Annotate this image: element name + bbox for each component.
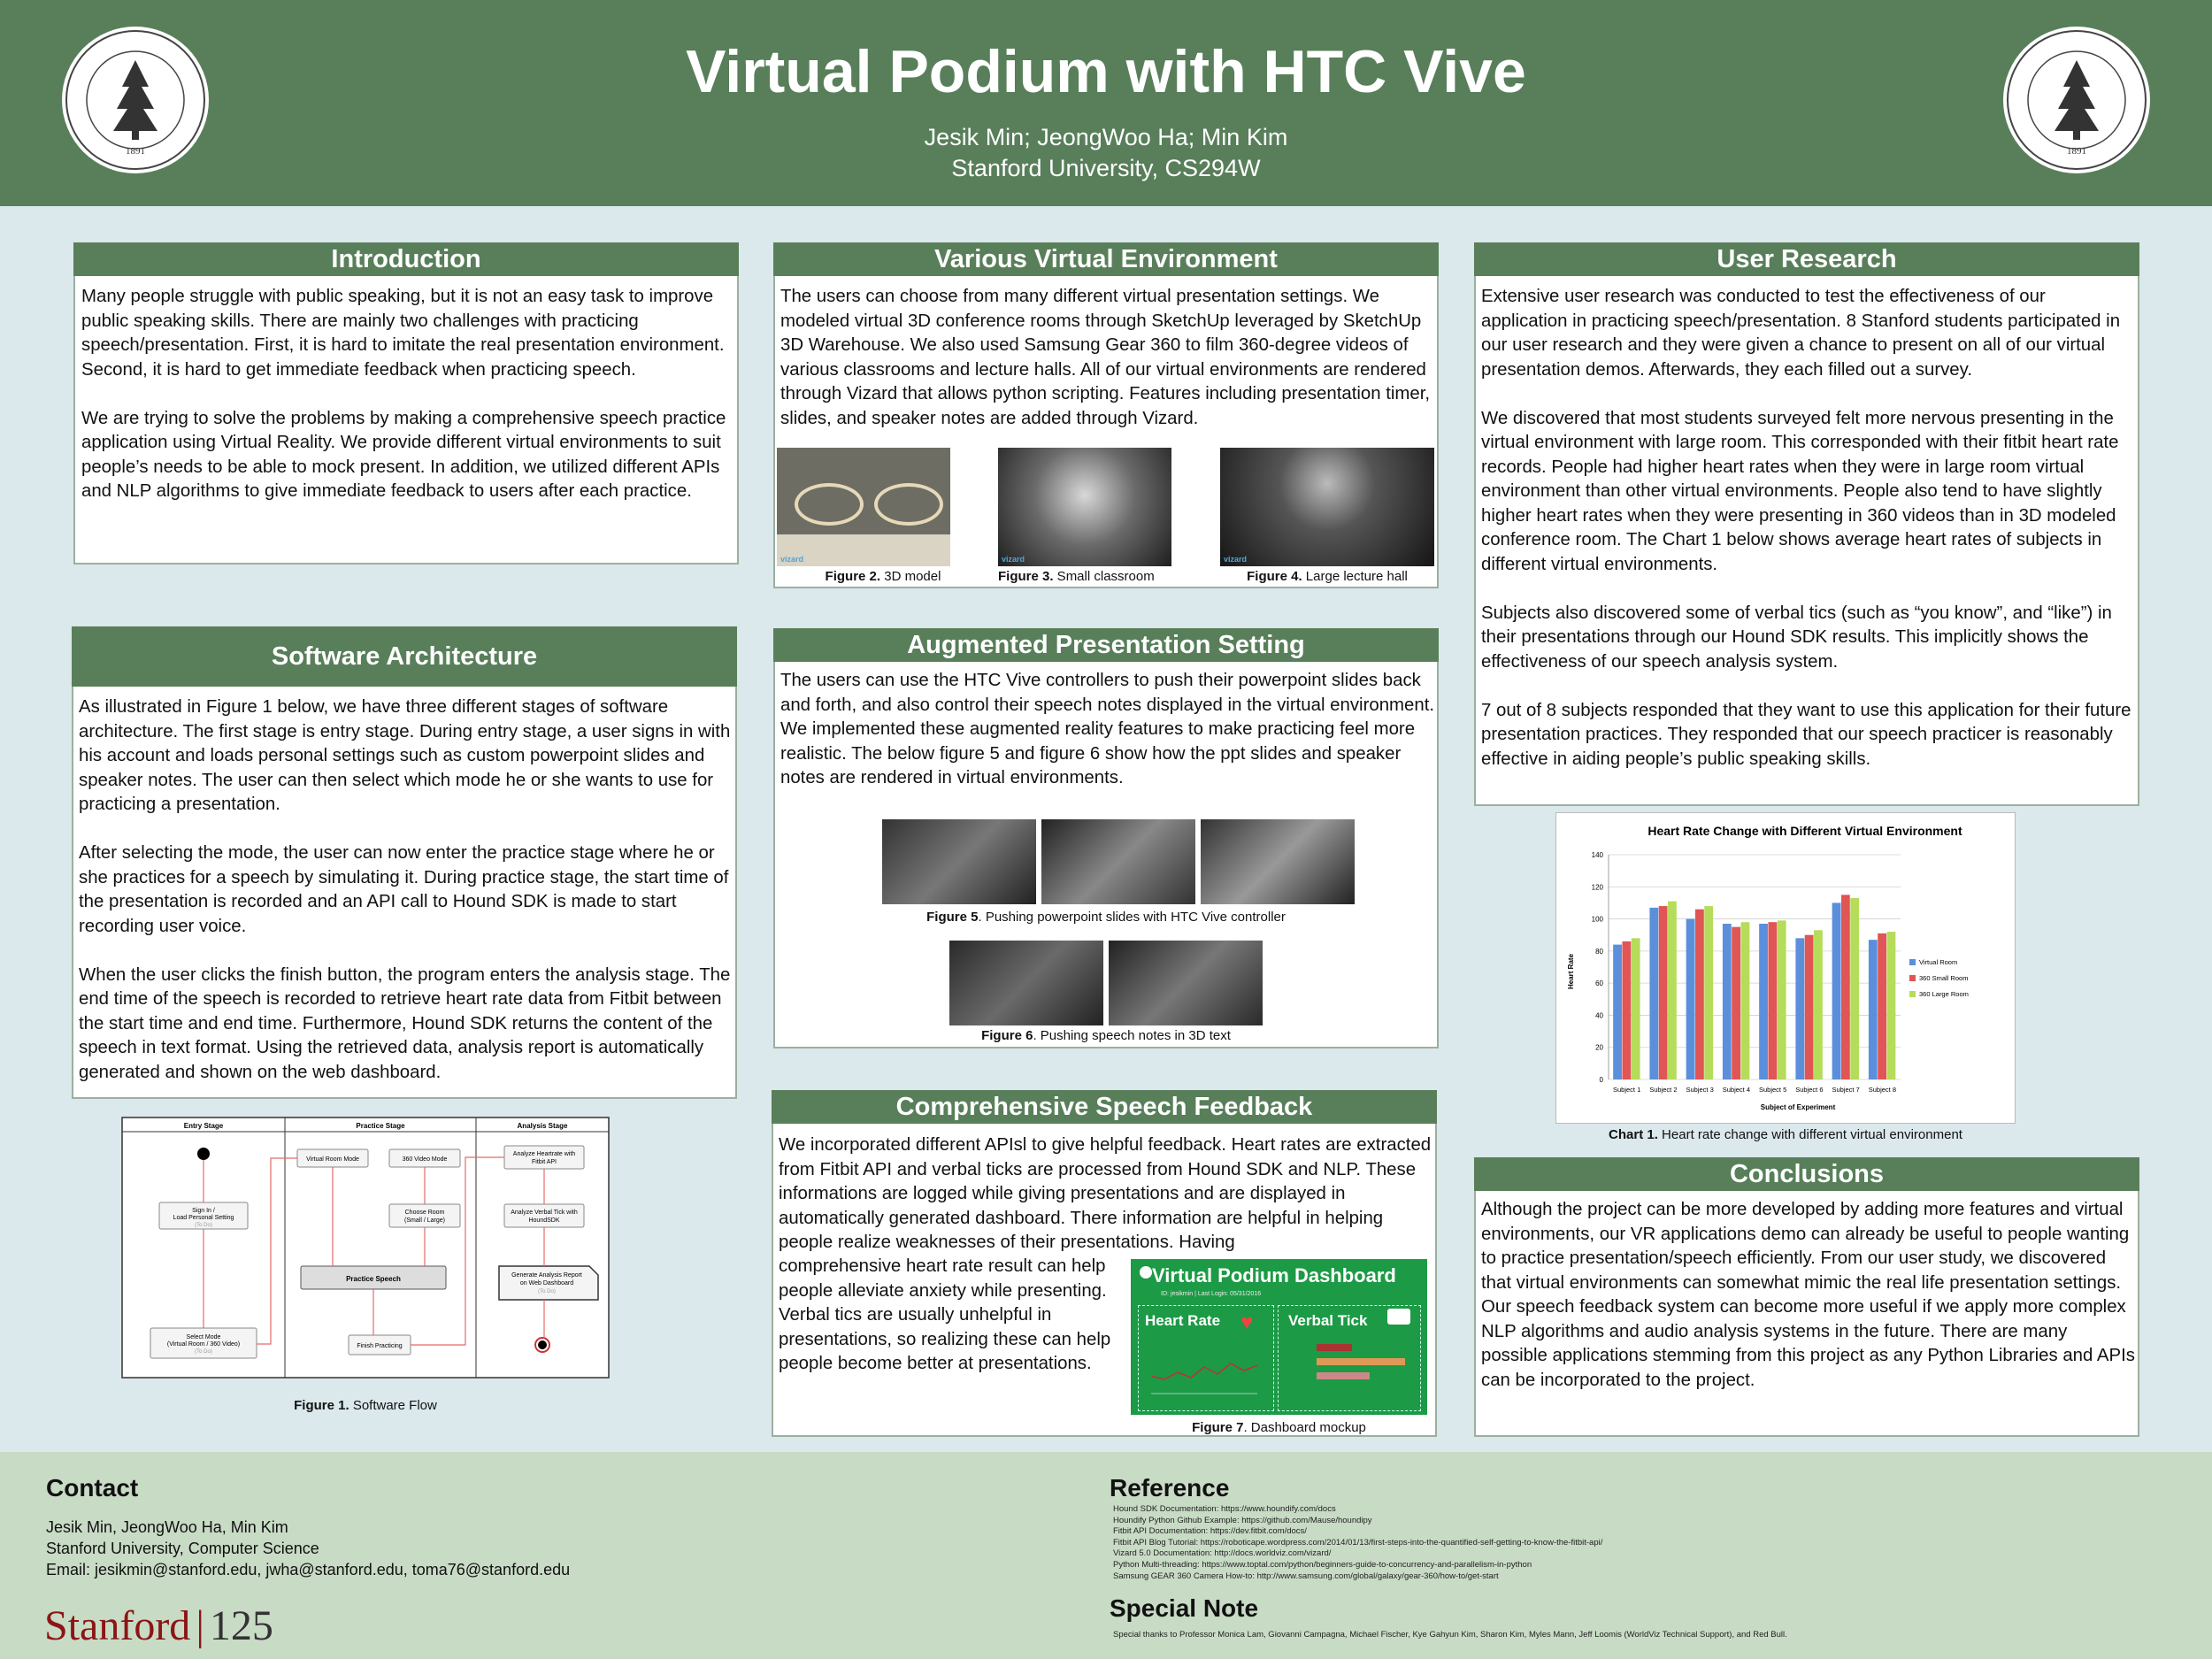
svg-text:(To Do): (To Do) xyxy=(195,1223,212,1228)
software-flow-diagram xyxy=(120,1116,611,1379)
figure-2-caption: Figure 2. 3D model xyxy=(825,569,941,584)
chart-bar xyxy=(1887,932,1896,1079)
augmented-setting-text xyxy=(780,669,1435,815)
stanford-wordmark: Stanford xyxy=(44,1602,191,1649)
chart-bar xyxy=(1613,945,1622,1079)
dashboard-login-info: ID: jesikmin | Last Login: 05/31/2016 xyxy=(1161,1291,1262,1297)
figure-6-caption: Figure 6. Pushing speech notes in 3D text xyxy=(981,1028,1231,1043)
augmented-paragraph: The users can use the HTC Vive controllers to push their powerpoint slides back and forth, and also control their speech notes displayed in the virtual environment. We implemented these augmented reality features to make practicing feel more realistic. The below figure 5 and figure 6 show how the ppt slides and speaker notes are rendered in virtual environments. xyxy=(780,671,1435,787)
chart-bar xyxy=(1832,902,1841,1079)
reference-item[interactable]: Python Multi-threading: https://www.toptal.com/python/beginners-guide-to-concurrency-and-parallelism-in-python xyxy=(1113,1559,1532,1570)
various-environment-heading: Various Virtual Environment xyxy=(773,242,1439,276)
conclusions-text xyxy=(1481,1198,2136,1393)
speech-feedback-heading: Comprehensive Speech Feedback xyxy=(772,1090,1437,1124)
introduction-paragraph: Many people struggle with public speaking, but it is not an easy task to improve public speaking skills. There are mainly two challenges with practicing speech/presentation. First, it is hard to imitate the real presentation environment. Second, it is hard to get immediate feedback when practicing speech. xyxy=(81,287,725,380)
figure-5-image-c xyxy=(1201,819,1355,904)
svg-text:(Small / Large): (Small / Large) xyxy=(404,1217,445,1224)
svg-text:360 Video Mode: 360 Video Mode xyxy=(402,1156,448,1163)
feedback-paragraph: We incorporated different APIsl to give helpful feedback. Heart rates are extracted from Fitbit API and verbal ticks are processed from Hound SDK and NLP. These informations are logged while giving presentations and are displayed in automatically generated dashboard. There information are helpful in helping people realize weaknesses of their presentations. Having xyxy=(779,1135,1432,1252)
software-paragraph: As illustrated in Figure 1 below, we have three different stages of software architecture. The first stage is entry stage. During entry stage, a user signs in with his account and loads personal settings such as custom powerpoint slides and speaker notes. The user can then select which mode he or she wants to use for practicing a presentation. xyxy=(79,697,731,814)
chart-x-tick: Subject 6 xyxy=(1795,1086,1824,1094)
figure-3-image xyxy=(998,448,1171,566)
chart-y-tick: 120 xyxy=(1591,883,1603,892)
svg-text:(Virtual Room / 360 Video): (Virtual Room / 360 Video) xyxy=(166,1341,241,1348)
dashboard-mockup xyxy=(1129,1257,1429,1417)
reference-item[interactable]: Fitbit API Blog Tutorial: https://roboticape.wordpress.com/2014/01/13/first-steps-into-the-quantified-self-getting-to-know-the-fitbit-api/ xyxy=(1113,1537,1603,1548)
speech-feedback-text xyxy=(779,1133,1433,1256)
reference-item[interactable]: Fitbit API Documentation: https://dev.fitbit.com/docs/ xyxy=(1113,1526,1307,1537)
chart-x-tick: Subject 2 xyxy=(1649,1086,1678,1094)
figure-4-caption: Figure 4. Large lecture hall xyxy=(1247,569,1408,584)
contact-heading: Contact xyxy=(46,1474,139,1502)
chart-bar xyxy=(1741,922,1750,1079)
figure-4-image xyxy=(1220,448,1434,566)
conclusions-heading: Conclusions xyxy=(1474,1157,2139,1191)
figure-5-image-a xyxy=(882,819,1036,904)
figure-5-caption: Figure 5. Pushing powerpoint slides with HTC Vive controller xyxy=(926,910,1286,925)
chart-bar xyxy=(1814,930,1823,1079)
chart-bar xyxy=(1732,927,1740,1079)
svg-text:Analyze Heartrate with: Analyze Heartrate with xyxy=(512,1151,576,1157)
various-environment-text xyxy=(780,285,1435,456)
dashboard-verbal-tick-label: Verbal Tick xyxy=(1288,1312,1368,1329)
software-paragraph: When the user clicks the finish button, the program enters the analysis stage. The end time of the speech is recorded to retrieve heart rate data from Fitbit between the start time and end time. Furthermore, Hound SDK returns the content of the speech in text format. Using the retrieved data, analysis report is automatically generated and shown on the web dashboard. xyxy=(79,964,731,1082)
svg-text:on Web Dashboard: on Web Dashboard xyxy=(519,1280,574,1286)
chart-bar xyxy=(1723,924,1732,1079)
chart-bar xyxy=(1659,906,1668,1079)
svg-text:Analysis Stage: Analysis Stage xyxy=(517,1122,568,1130)
software-architecture-heading: Software Architecture xyxy=(72,626,737,687)
dashboard-heart-chart xyxy=(1147,1340,1262,1399)
chart-y-tick: 60 xyxy=(1595,979,1603,988)
chart-legend-swatch xyxy=(1909,959,1916,965)
software-architecture-text xyxy=(79,695,733,1110)
reference-item[interactable]: Vizard 5.0 Documentation: http://docs.worldviz.com/vizard/ xyxy=(1113,1548,1332,1559)
svg-text:Select Mode: Select Mode xyxy=(186,1334,221,1340)
svg-text:Analyze Verbal Tick with: Analyze Verbal Tick with xyxy=(511,1210,578,1216)
special-note-heading: Special Note xyxy=(1110,1594,1259,1622)
chart-x-tick: Subject 7 xyxy=(1832,1086,1860,1094)
vizard-logo: vizard xyxy=(1002,555,1025,564)
chart-x-tick: Subject 5 xyxy=(1758,1086,1787,1094)
chart-y-tick: 20 xyxy=(1595,1043,1603,1052)
heart-rate-chart xyxy=(1555,812,2016,1124)
svg-text:Fitbit API: Fitbit API xyxy=(531,1159,557,1165)
introduction-paragraph: We are trying to solve the problems by making a comprehensive speech practice application using Virtual Reality. We provide different virtual environments to suit people’s needs to be able to mock present. In addition, we utilized different APIs and NLP algorithms to give immediate feedback to users after each practice. xyxy=(81,408,726,501)
research-paragraph: Extensive user research was conducted to test the effectiveness of our application in practicing speech/presentation. 8 Stanford students participated in our user research and they were given a chance to present on all of our virtual presentation demos. Afterwards, they each filled out a survey. xyxy=(1481,287,2121,380)
chart-title: Heart Rate Change with Different Virtual Environment xyxy=(1647,824,1962,838)
speech-bubble-icon xyxy=(1387,1309,1410,1325)
chart-bar xyxy=(1695,910,1704,1079)
svg-text:HoundSDK: HoundSDK xyxy=(528,1217,560,1224)
introduction-text xyxy=(81,285,734,528)
chart-y-tick: 140 xyxy=(1591,851,1603,859)
svg-text:Finish Practicing: Finish Practicing xyxy=(357,1343,403,1349)
research-paragraph: We discovered that most students surveyed felt more nervous presenting in the virtual environment with large room. This corresponded with their fitbit heart rate records. People had higher heart rates when they were in large room virtual environment than other virtual environments. People also tend to have slightly higher heart rates when they were presenting in 360 videos than in 3D modeled conference room. The Chart 1 below shows average heart rates of subjects in different virtual environments. xyxy=(1481,408,2119,574)
chart-y-tick: 100 xyxy=(1591,915,1603,924)
chart-bar xyxy=(1778,920,1786,1079)
chart-y-tick: 40 xyxy=(1595,1011,1603,1020)
svg-text:Virtual Room Mode: Virtual Room Mode xyxy=(306,1156,359,1163)
special-note-text: Special thanks to Professor Monica Lam, Giovanni Campagna, Michael Fischer, Kye Gahyun Kim, Sharon Kim, Myles Mann, Jeff Loomis (WorldViz Technical Support), and Red Bull. xyxy=(1113,1630,1787,1640)
vizard-logo: vizard xyxy=(780,555,804,564)
chart-legend-label: 360 Large Room xyxy=(1919,990,1969,998)
poster-header xyxy=(0,0,2212,206)
stanford-125-logo: Stanford | 125 xyxy=(44,1602,273,1649)
chart-bar xyxy=(1869,940,1878,1079)
figure-6-image-b xyxy=(1109,941,1263,1025)
contact-names: Jesik Min, JeongWoo Ha, Min Kim xyxy=(46,1518,288,1536)
chart-bar xyxy=(1795,938,1804,1079)
feedback-paragraph: comprehensive heart rate result can help people alleviate anxiety while presenting. Verbal tics are usually unhelpful in presentations, so realizing these can help people become better at presentations. xyxy=(779,1256,1111,1373)
reference-item[interactable]: Samsung GEAR 360 Camera How-to: http://www.samsung.com/global/galaxy/gear-360/how-to/get-start xyxy=(1113,1571,1499,1581)
contact-email[interactable]: Email: jesikmin@stanford.edu, jwha@stanford.edu, toma76@stanford.edu xyxy=(46,1561,571,1578)
contact-info xyxy=(46,1517,701,1580)
chart-bar xyxy=(1850,898,1859,1079)
svg-text:Generate Analysis Report: Generate Analysis Report xyxy=(511,1272,582,1279)
chart-y-tick: 80 xyxy=(1595,947,1603,956)
chart-bar xyxy=(1622,941,1631,1079)
reference-list xyxy=(1113,1504,1998,1582)
figure-7-caption: Figure 7. Dashboard mockup xyxy=(1192,1420,1366,1435)
chart-bar xyxy=(1668,902,1677,1079)
chart-legend-swatch xyxy=(1909,975,1916,981)
various-paragraph: The users can choose from many different virtual presentation settings. We modeled virtual 3D conference rooms through SketchUp leveraged by SketchUp 3D Warehouse. We also used Samsung Gear 360 to film 360-degree videos of various classrooms and lecture halls. All of our virtual environments are rendered through Vizard that allows python scripting. Features including presentation timer, slides, and speaker notes are added through Vizard. xyxy=(780,287,1431,428)
svg-text:Choose Room: Choose Room xyxy=(404,1210,445,1216)
software-paragraph: After selecting the mode, the user can now enter the practice stage where he or she practices for a speech by simulating it. During practice stage, the start time of the presentation is recorded and an API call to Hound SDK is made to start recording user voice. xyxy=(79,843,729,936)
reference-item[interactable]: Houndify Python Github Example: https://github.com/Mause/houndipy xyxy=(1113,1515,1372,1525)
svg-text:(To Do): (To Do) xyxy=(195,1349,212,1355)
chart-x-tick: Subject 1 xyxy=(1612,1086,1641,1094)
poster-affiliation: Stanford University, CS294W xyxy=(951,155,1261,181)
reference-item[interactable]: Hound SDK Documentation: https://www.houndify.com/docs xyxy=(1113,1504,1336,1514)
dashboard-title: Virtual Podium Dashboard xyxy=(1152,1264,1396,1286)
chart-legend-label: 360 Small Room xyxy=(1919,974,1969,982)
chart-bar xyxy=(1841,895,1850,1079)
flow-start-node xyxy=(197,1148,210,1160)
conclusions-paragraph: Although the project can be more developed by adding more features and virtual environments, our VR applications demo can already be useful to people wanting to practice presentation/speech efficiently. From our user study, we discovered that virtual environments can somewhat mimic the real life presentation settings. Our speech feedback system can become more useful if we apply more complex NLP algorithms and audio analysis systems in the future. There are many possible applications stemming from this project as any Python Libraries and APIs can be incorporated to the project. xyxy=(1481,1200,2135,1390)
chart-x-tick: Subject 8 xyxy=(1868,1086,1897,1094)
augmented-setting-heading: Augmented Presentation Setting xyxy=(773,628,1439,662)
svg-text:1891: 1891 xyxy=(126,146,145,157)
chart-bar xyxy=(1632,938,1640,1079)
svg-text:(To Do): (To Do) xyxy=(538,1289,556,1294)
contact-affiliation: Stanford University, Computer Science xyxy=(46,1540,319,1557)
svg-text:Practice Stage: Practice Stage xyxy=(356,1122,405,1130)
svg-text:Entry Stage: Entry Stage xyxy=(183,1122,224,1130)
stanford-125-number: 125 xyxy=(209,1602,273,1649)
chart-bar xyxy=(1704,906,1713,1079)
heart-icon: ♥ xyxy=(1240,1310,1254,1334)
figure-6-image-a xyxy=(949,941,1103,1025)
introduction-heading: Introduction xyxy=(73,242,739,276)
reference-heading: Reference xyxy=(1110,1474,1230,1502)
figure-1-caption: Figure 1. Software Flow xyxy=(294,1398,437,1413)
figure-3-caption: Figure 3. Small classroom xyxy=(998,569,1155,584)
avatar-icon xyxy=(1140,1266,1152,1279)
chart-bar xyxy=(1768,922,1777,1079)
chart-bar xyxy=(1686,919,1695,1079)
chart-bar xyxy=(1649,908,1658,1079)
vizard-logo: vizard xyxy=(1224,555,1248,564)
user-research-heading: User Research xyxy=(1474,242,2139,276)
figure-2-image xyxy=(777,448,950,566)
chart-legend-swatch xyxy=(1909,991,1916,997)
poster-title: Virtual Podium with HTC Vive xyxy=(686,38,1526,105)
chart-y-label: Heart Rate xyxy=(1567,953,1575,990)
chart-bar xyxy=(1878,933,1886,1079)
chart-1-caption: Chart 1. Heart rate change with different virtual environment xyxy=(1609,1127,1962,1142)
research-paragraph: 7 out of 8 subjects responded that they want to use this application for their future presentation practices. They responded that our speech practicer is reasonably effective in aiding people’s public speaking skills. xyxy=(1481,700,2131,769)
chart-x-label: Subject of Experiment xyxy=(1760,1103,1836,1111)
chart-bar xyxy=(1805,935,1814,1079)
svg-text:1891: 1891 xyxy=(2067,146,2086,157)
svg-text:Practice Speech: Practice Speech xyxy=(346,1275,401,1283)
user-research-text xyxy=(1481,285,2136,796)
chart-legend-label: Virtual Room xyxy=(1919,958,1958,966)
dashboard-heart-rate-label: Heart Rate xyxy=(1145,1312,1221,1329)
svg-text:Sign In /: Sign In / xyxy=(192,1208,215,1214)
chart-x-tick: Subject 3 xyxy=(1686,1086,1714,1094)
poster-authors: Jesik Min; JeongWoo Ha; Min Kim xyxy=(924,124,1288,150)
speech-feedback-text-2 xyxy=(779,1255,1129,1377)
svg-text:Load Personal Setting: Load Personal Setting xyxy=(173,1215,234,1221)
chart-x-tick: Subject 4 xyxy=(1722,1086,1751,1094)
figure-5-image-b xyxy=(1041,819,1195,904)
chart-bar xyxy=(1759,924,1768,1079)
chart-y-tick: 0 xyxy=(1599,1076,1603,1084)
research-paragraph: Subjects also discovered some of verbal tics (such as “you know”, and “like”) in their presentations through our Hound SDK results. This implicitly shows the effectiveness of our speech analysis system. xyxy=(1481,603,2112,672)
